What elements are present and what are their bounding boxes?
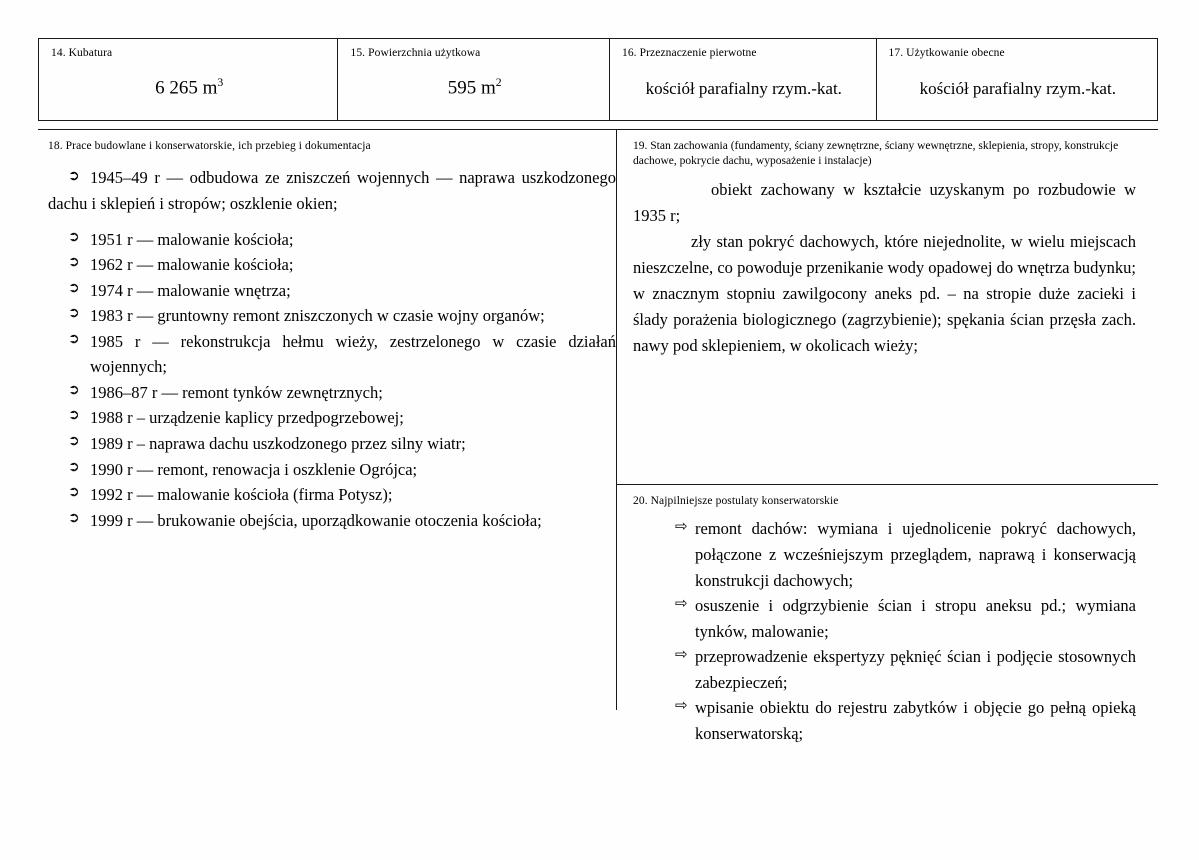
list-item-text: remont dachów: wymiana i ujednolicenie pokryć dachowych, połączone z wcześniejszym przeglądem, naprawą i konserwacją konstrukcji dachowych; <box>695 519 1136 590</box>
section-20-list <box>633 516 1158 746</box>
field-powierzchnia-value <box>350 76 599 99</box>
arrow-right-icon: ⇨ <box>675 519 688 536</box>
bullet-icon: ➲ <box>68 169 80 185</box>
bullet-icon: ➲ <box>68 331 80 347</box>
field-kubatura-label: 14. Kubatura <box>51 47 113 59</box>
list-item <box>48 405 616 431</box>
field-kubatura <box>39 39 338 120</box>
list-item-text: wpisanie obiektu do rejestru zabytków i objęcie go pełną opieką konserwatorską; <box>695 698 1136 743</box>
bullet-icon: ➲ <box>68 280 80 296</box>
field-powierzchnia-value-text: 595 m <box>447 77 496 99</box>
field-przeznaczenie-pierwotne-label: 16. Przeznaczenie pierwotne <box>621 47 757 59</box>
section-19-label: 19. Stan zachowania (fundamenty, ściany zewnętrzne, ściany wewnętrzne, sklepienia, stropy, konstrukcje dachowe, pokrycie dachu, wyposażenie i instalacje) <box>633 140 1119 167</box>
field-uzytkowanie-obecne-label: 17. Użytkowanie obecne <box>888 47 1005 59</box>
list-item-text: 1988 r – urządzenie kaplicy przedpogrzebowej; <box>90 408 404 428</box>
list-item-text: osuszenie i odgrzybienie ścian i stropu aneksu pd.; wymiana tynków, malowanie; <box>695 596 1136 641</box>
field-kubatura-value-sup: 3 <box>217 76 224 90</box>
field-uzytkowanie-obecne-value: kościół parafialny rzym.-kat. <box>919 79 1116 99</box>
bullet-icon: ➲ <box>68 229 80 245</box>
section-20 <box>621 485 1158 746</box>
list-item <box>48 457 616 483</box>
list-item-text: 1992 r — malowanie kościoła (firma Potysz); <box>90 485 393 505</box>
field-przeznaczenie-pierwotne-value: kościół parafialny rzym.-kat. <box>645 79 842 99</box>
list-item-text: 1974 r — malowanie wnętrza; <box>90 280 291 300</box>
section-19-paragraph <box>633 177 1158 359</box>
bullet-icon: ➲ <box>68 255 80 271</box>
section-18 <box>38 130 616 533</box>
list-item <box>48 380 616 406</box>
list-item <box>48 431 616 457</box>
document-body <box>38 130 1158 743</box>
list-item <box>633 516 1158 593</box>
bullet-icon: ➲ <box>68 459 80 475</box>
list-item <box>48 508 616 534</box>
section-18-label: 18. Prace budowlane i konserwatorskie, ich przebieg i dokumentacja <box>48 140 371 152</box>
section-18-first-item-text: 1945–49 r — odbudowa ze zniszczeń wojennych — naprawa uszkodzonego dachu i sklepień i stropów; oszklenie okien; <box>48 168 616 213</box>
list-item-text: przeprowadzenie ekspertyzy pęknięć ścian i podjęcie stosownych zabezpieczeń; <box>695 647 1136 692</box>
list-item-text: 1986–87 r — remont tynków zewnętrznych; <box>90 382 383 402</box>
list-item-text: 1990 r — remont, renowacja i oszklenie Ogrójca; <box>90 459 418 479</box>
bullet-icon: ➲ <box>68 382 80 398</box>
list-item <box>48 303 616 329</box>
list-item <box>633 695 1158 746</box>
field-powierzchnia-value-sup: 2 <box>495 76 502 90</box>
section-19-paragraph-line2: zły stan pokryć dachowych, które niejednolite, w wielu miejscach nieszczelne, co powoduje przenikanie wody opadowej do wnętrza budynku; w znacznym stopniu zawilgocony aneks pd. – na stropie duże zacieki i ślady porażenia biologicznego (zagrzybienie); spękania ścian przęsła zach. nawy pod sklepieniem, w okolicach wieży; <box>633 232 1136 356</box>
list-item-text: 1985 r — rekonstrukcja hełmu wieży, zestrzelonego w czasie działań wojennych; <box>90 331 616 377</box>
field-powierzchnia <box>338 39 610 120</box>
arrow-right-icon: ⇨ <box>675 698 688 715</box>
section-18-list <box>48 227 616 534</box>
bullet-icon: ➲ <box>68 510 80 526</box>
bullet-icon: ➲ <box>68 434 80 449</box>
list-item <box>48 482 616 508</box>
section-18-first-item <box>48 165 616 216</box>
arrow-right-icon: ⇨ <box>675 647 688 664</box>
list-item-text: 1983 r — gruntowny remont zniszczonych w czasie wojny organów; <box>90 306 545 326</box>
field-uzytkowanie-obecne <box>877 39 1158 120</box>
list-item <box>48 278 616 304</box>
field-powierzchnia-label: 15. Powierzchnia użytkowa <box>350 47 481 59</box>
list-item <box>633 644 1158 695</box>
field-kubatura-value-text: 6 265 m <box>155 77 218 99</box>
bullet-icon: ➲ <box>68 306 80 322</box>
list-item-text: 1962 r — malowanie kościoła; <box>90 255 294 275</box>
list-item <box>48 329 616 380</box>
list-item <box>48 252 616 278</box>
section-19 <box>621 130 1158 359</box>
section-20-label: 20. Najpilniejsze postulaty konserwatorskie <box>633 495 839 507</box>
bullet-icon: ➲ <box>68 408 80 424</box>
bullet-icon: ➲ <box>68 485 80 501</box>
field-przeznaczenie-pierwotne <box>610 39 877 120</box>
list-item-text: 1999 r — brukowanie obejścia, uporządkowanie otoczenia kościoła; <box>90 510 542 530</box>
list-item <box>48 227 616 253</box>
section-19-paragraph-line1: obiekt zachowany w kształcie uzyskanym po rozbudowie w 1935 r; <box>633 179 1136 225</box>
metadata-row <box>38 38 1158 121</box>
field-kubatura-value <box>51 76 327 99</box>
arrow-right-icon: ⇨ <box>675 596 688 613</box>
list-item-text: 1989 r – naprawa dachu uszkodzonego przez silny wiatr; <box>90 434 466 453</box>
list-item <box>633 593 1158 644</box>
list-item-text: 1951 r — malowanie kościoła; <box>90 229 294 249</box>
